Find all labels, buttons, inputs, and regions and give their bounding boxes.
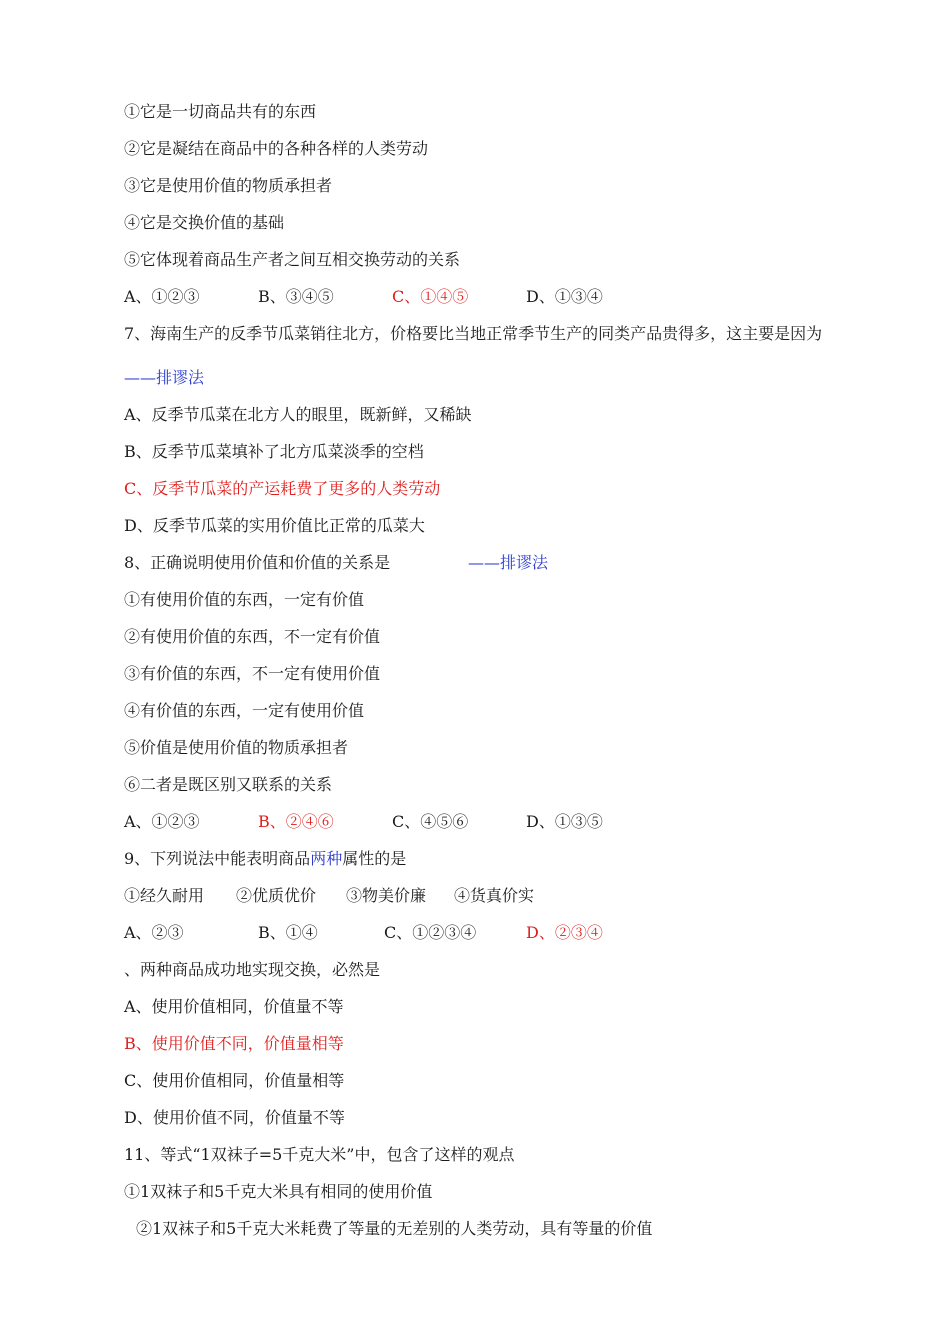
q11-statement-1: ①1双袜子和5千克大米具有相同的使用价值: [124, 1182, 433, 1201]
q9-item-2: ②优质优价: [236, 886, 317, 905]
q8-statement-1: ①有使用价值的东西，一定有价值: [124, 590, 365, 609]
q10-option-b-answer: B、使用价值不同，价值量相等: [124, 1034, 344, 1053]
q7-option-b: B、反季节瓜菜填补了北方瓜菜淡季的空档: [124, 442, 424, 461]
q7-option-a: A、反季节瓜菜在北方人的眼里，既新鲜，又稀缺: [124, 405, 472, 424]
q9-option-c: C、①②③④: [384, 923, 477, 942]
q6-statement-2: ②它是凝结在商品中的各种各样的人类劳动: [124, 139, 429, 158]
q7-method: ——排谬法: [124, 368, 205, 387]
q8-method: ——排谬法: [468, 553, 549, 572]
q7-option-d: D、反季节瓜菜的实用价值比正常的瓜菜大: [124, 516, 425, 535]
q11-statement-2: ②1双袜子和5千克大米耗费了等量的无差别的人类劳动，具有等量的价值: [136, 1219, 653, 1238]
q6-statement-3: ③它是使用价值的物质承担者: [124, 176, 333, 195]
q9-items: [124, 884, 910, 921]
q8-statement-5: ⑤价值是使用价值的物质承担者: [124, 738, 349, 757]
q8-statement-4: ④有价值的东西，一定有使用价值: [124, 701, 365, 720]
q8-statement-3: ③有价值的东西，不一定有使用价值: [124, 664, 381, 683]
q10-option-c: C、使用价值相同，价值量相等: [124, 1071, 345, 1090]
q8-statement-6: ⑥二者是既区别又联系的关系: [124, 775, 333, 794]
q6-option-b: B、③④⑤: [258, 287, 334, 306]
q6-options: [124, 285, 910, 322]
document-page: [124, 100, 910, 1254]
q6-option-c-answer: C、①④⑤: [392, 287, 469, 306]
q11-stem: 11、等式“1双袜子=5千克大米”中，包含了这样的观点: [124, 1145, 515, 1164]
q6-statement-1: ①它是一切商品共有的东西: [124, 102, 317, 121]
q7-option-c-answer: C、反季节瓜菜的产运耗费了更多的人类劳动: [124, 479, 441, 498]
q10-stem: 、两种商品成功地实现交换，必然是: [124, 960, 381, 979]
q8-option-b-answer: B、②④⑥: [258, 812, 334, 831]
q9-item-4: ④货真价实: [454, 886, 535, 905]
q9-item-3: ③物美价廉: [346, 886, 427, 905]
q6-option-a: A、①②③: [124, 287, 200, 306]
q8-statement-2: ②有使用价值的东西，不一定有价值: [124, 627, 381, 646]
q8-stem-line: [124, 551, 910, 588]
q8-option-d: D、①③⑤: [526, 812, 603, 831]
q9-stem-post: 属性的是: [342, 849, 407, 868]
q8-option-c: C、④⑤⑥: [392, 812, 469, 831]
q8-stem: 8、正确说明使用价值和价值的关系是: [124, 553, 391, 572]
q10-option-d: D、使用价值不同，价值量不等: [124, 1108, 345, 1127]
q9-stem-highlight: 两种: [310, 849, 343, 868]
q9-option-a: A、②③: [124, 923, 184, 942]
q10-option-a: A、使用价值相同，价值量不等: [124, 997, 344, 1016]
q9-options: [124, 921, 910, 958]
q6-statement-5: ⑤它体现着商品生产者之间互相交换劳动的关系: [124, 250, 461, 269]
q6-statement-4: ④它是交换价值的基础: [124, 213, 285, 232]
q7-stem: 7、海南生产的反季节瓜菜销往北方，价格要比当地正常季节生产的同类产品贵得多，这主要是因为: [124, 324, 823, 343]
q9-option-b: B、①④: [258, 923, 318, 942]
q8-option-a: A、①②③: [124, 812, 200, 831]
q9-option-d-answer: D、②③④: [526, 923, 603, 942]
q9-item-1: ①经久耐用: [124, 886, 205, 905]
q8-options: [124, 810, 910, 847]
q9-stem: [124, 847, 910, 884]
q9-stem-pre: 9、下列说法中能表明商品: [124, 849, 311, 868]
q6-option-d: D、①③④: [526, 287, 603, 306]
